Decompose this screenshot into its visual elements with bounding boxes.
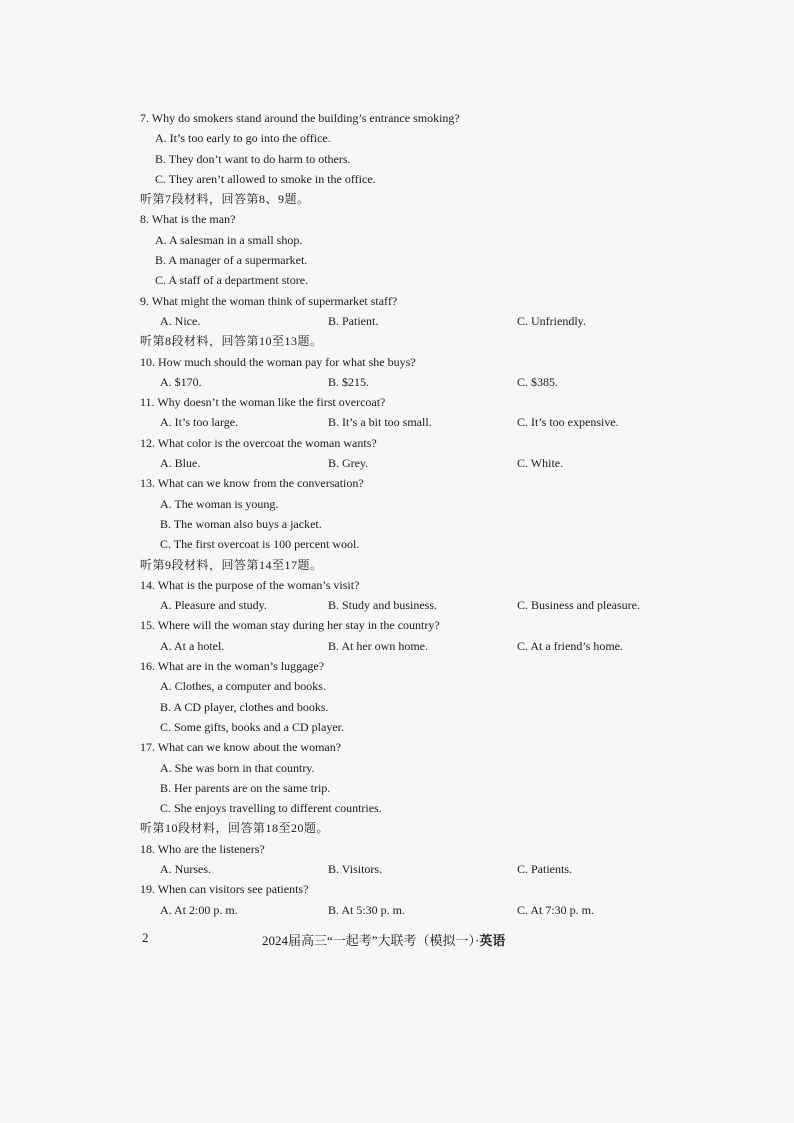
option-b: B. Study and business. [328, 598, 438, 613]
option-row [140, 453, 680, 473]
option-text: C. A staff of a department store. [155, 273, 309, 288]
question-text: 13. What can we know from the conversation? [140, 476, 364, 491]
option-text: A. It’s too early to go into the office. [155, 131, 331, 146]
option-text: A. Clothes, a computer and books. [160, 679, 326, 694]
option-c: C. At a friend’s home. [517, 638, 623, 653]
question-text: 15. Where will the woman stay during her stay in the country? [140, 618, 440, 633]
option-b: B. It’s a bit too small. [328, 415, 432, 430]
option-c: C. White. [517, 456, 564, 471]
option-b: B. $215. [328, 374, 370, 389]
section-instruction: 听第7段材料，回答第8、9题。 [140, 192, 310, 207]
question-text: 19. When can visitors see patients? [140, 882, 309, 897]
option-a: A. Blue. [160, 456, 201, 471]
option-c: C. $385. [517, 374, 559, 389]
option-text: B. They don’t want to do harm to others. [155, 151, 351, 166]
footer-subject: 英语 [479, 933, 506, 948]
question-text: 9. What might the woman think of supermarket staff? [140, 293, 398, 308]
option-text: B. The woman also buys a jacket. [160, 516, 322, 531]
option-b: B. Grey. [328, 456, 369, 471]
option-text: B. A manager of a supermarket. [155, 253, 308, 268]
option-a: A. Nurses. [160, 861, 211, 876]
option-c: C. Patients. [517, 861, 573, 876]
section-instruction: 听第8段材料，回答第10至13题。 [140, 334, 323, 349]
option-text: C. They aren’t allowed to smoke in the office. [155, 171, 376, 186]
option-row [140, 859, 680, 879]
option-a: A. At 2:00 p. m. [160, 902, 238, 917]
option-c: C. Business and pleasure. [517, 598, 640, 613]
question-text: 7. Why do smokers stand around the building’s entrance smoking? [140, 111, 460, 125]
question-text: 12. What color is the overcoat the woman wants? [140, 435, 377, 450]
option-row [140, 412, 680, 432]
option-a: A. $170. [160, 374, 202, 389]
option-row [140, 372, 680, 392]
section-instruction: 听第10段材料，回答第18至20题。 [140, 821, 330, 836]
question-text: 11. Why doesn’t the woman like the first overcoat? [140, 395, 386, 410]
option-row [140, 636, 680, 656]
option-a: A. Pleasure and study. [160, 598, 267, 613]
option-c: C. Unfriendly. [517, 313, 586, 328]
option-text: A. A salesman in a small shop. [155, 232, 303, 247]
option-text: C. She enjoys travelling to different countries. [160, 801, 382, 816]
question-text: 14. What is the purpose of the woman’s visit? [140, 577, 360, 592]
question-text: 18. Who are the listeners? [140, 841, 265, 856]
footer-title [262, 930, 505, 949]
option-text: B. A CD player, clothes and books. [160, 699, 329, 714]
page-number: 2 [142, 930, 149, 945]
option-text: A. The woman is young. [160, 496, 279, 511]
option-b: B. At her own home. [328, 638, 428, 653]
option-b: B. At 5:30 p. m. [328, 902, 406, 917]
option-text: C. Some gifts, books and a CD player. [160, 719, 344, 734]
option-row [140, 900, 680, 920]
option-c: C. At 7:30 p. m. [517, 902, 595, 917]
option-a: A. At a hotel. [160, 638, 225, 653]
section-instruction: 听第9段材料，回答第14至17题。 [140, 557, 323, 572]
option-text: C. The first overcoat is 100 percent wool. [160, 537, 360, 552]
option-text: A. She was born in that country. [160, 760, 315, 775]
option-a: A. It’s too large. [160, 415, 239, 430]
question-list [140, 108, 680, 920]
option-row [140, 595, 680, 615]
question-text: 16. What are in the woman’s luggage? [140, 659, 325, 674]
question-text: 8. What is the man? [140, 212, 236, 227]
option-a: A. Nice. [160, 313, 201, 328]
option-b: B. Visitors. [328, 861, 383, 876]
question-text: 10. How much should the woman pay for what she buys? [140, 354, 416, 369]
option-c: C. It’s too expensive. [517, 415, 619, 430]
question-text: 17. What can we know about the woman? [140, 740, 342, 755]
footer-title-prefix: 2024届高三“一起考”大联考（模拟一）· [262, 933, 480, 948]
option-row [140, 311, 680, 331]
option-b: B. Patient. [328, 313, 379, 328]
option-text: B. Her parents are on the same trip. [160, 780, 331, 795]
